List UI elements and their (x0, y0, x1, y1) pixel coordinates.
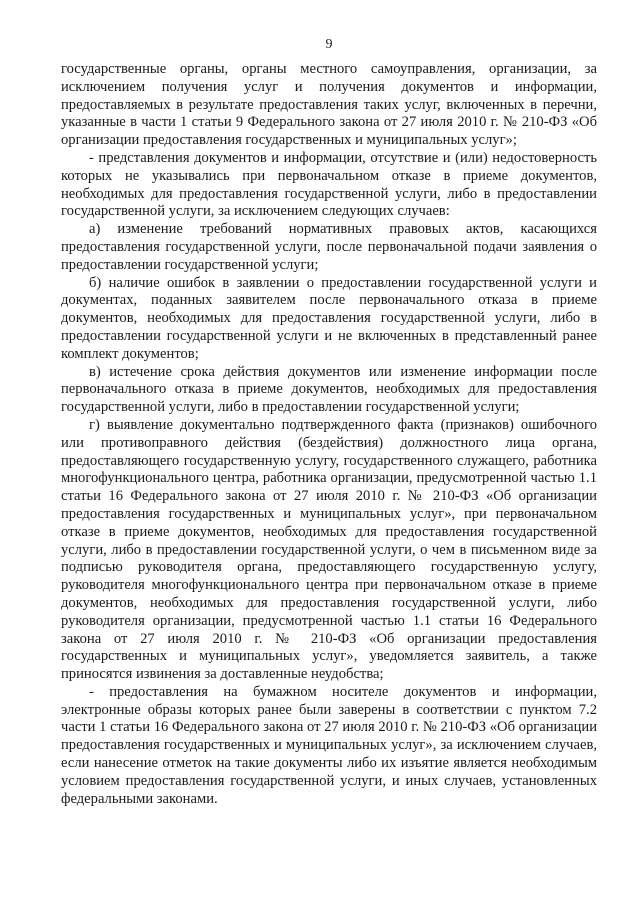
paragraph-item-a: а) изменение требований нормативных правовых актов, касающихся предоставления государственной услуги, после первоначальной подачи заявления о предоставлении государственной услуги; (61, 221, 597, 273)
paragraph-clause-documents-information: - представления документов и информации, отсутствие и (или) недостоверность которых не указывались при первоначальном отказе в приеме документов, необходимых для предоставления государственной услуги, либо в предоставлении государственной услуги, за исключением следующих случаев: (61, 149, 597, 220)
paragraph-item-b: б) наличие ошибок в заявлении о предоставлении государственной услуги и документах, поданных заявителем после первоначального отказа в приеме документов, необходимых для предоставления государственной услуги, либо в предоставлении государственной услуги и не включенных в представленный ранее комплект документов; (61, 274, 597, 362)
page-number: 9 (325, 37, 333, 52)
paragraph-item-g: г) выявление документально подтвержденного факта (признаков) ошибочного или противоправного действия (бездействия) должностного лица органа, предоставляющего государственную услугу, государственного служащего, работника многофункционального центра, работника организации, предусмотренной частью 1.1 статьи 16 Федерального закона от 27 июля 2010 г. № 210-ФЗ «Об организации предоставления государственных и муниципальных услуг», при первоначальном отказе в приеме документов, необходимых для предоставления государственной услуги, либо в предоставлении государственной услуги, о чем в письменном виде за подписью руководителя органа, предоставляющего государственную услугу, руководителя многофункционального центра при первоначальном отказе в приеме документов, необходимых для предоставления государственной услуги, либо руководителя организации, предусмотренной частью 1.1 статьи 16 Федерального закона от 27 июля 2010 г. № 210-ФЗ «Об организации предоставления государственных и муниципальных услуг», уведомляется заявитель, а также приносятся извинения за доставленные неудобства; (61, 416, 597, 683)
paragraph-clause-paper-media: - предоставления на бумажном носителе документов и информации, электронные образы которых ранее были заверены в соответствии с пунктом 7.2 части 1 статьи 16 Федерального закона от 27 июля 2010 г. № 210-ФЗ «Об организации предоставления государственных и муниципальных услуг», за исключением случаев, если нанесение отметок на такие документы либо их изъятие является необходимым условием предоставления государственной услуги, и иных случаев, установленных федеральными законами. (61, 683, 597, 807)
document-page (61, 0, 597, 905)
document-body (61, 61, 597, 808)
paragraph-item-v: в) истечение срока действия документов или изменение информации после первоначального отказа в приеме документов, необходимых для предоставления государственной услуги, либо в предоставлении государственной услуги; (61, 363, 597, 416)
paragraph-continuation: государственные органы, органы местного самоуправления, организации, за исключением получения услуг и получения документов и информации, предоставляемых в результате предоставления таких услуг, включенных в перечни, указанные в части 1 статьи 9 Федерального закона от 27 июля 2010 г. № 210-ФЗ «Об организации предоставления государственных и муниципальных услуг»; (61, 61, 597, 149)
